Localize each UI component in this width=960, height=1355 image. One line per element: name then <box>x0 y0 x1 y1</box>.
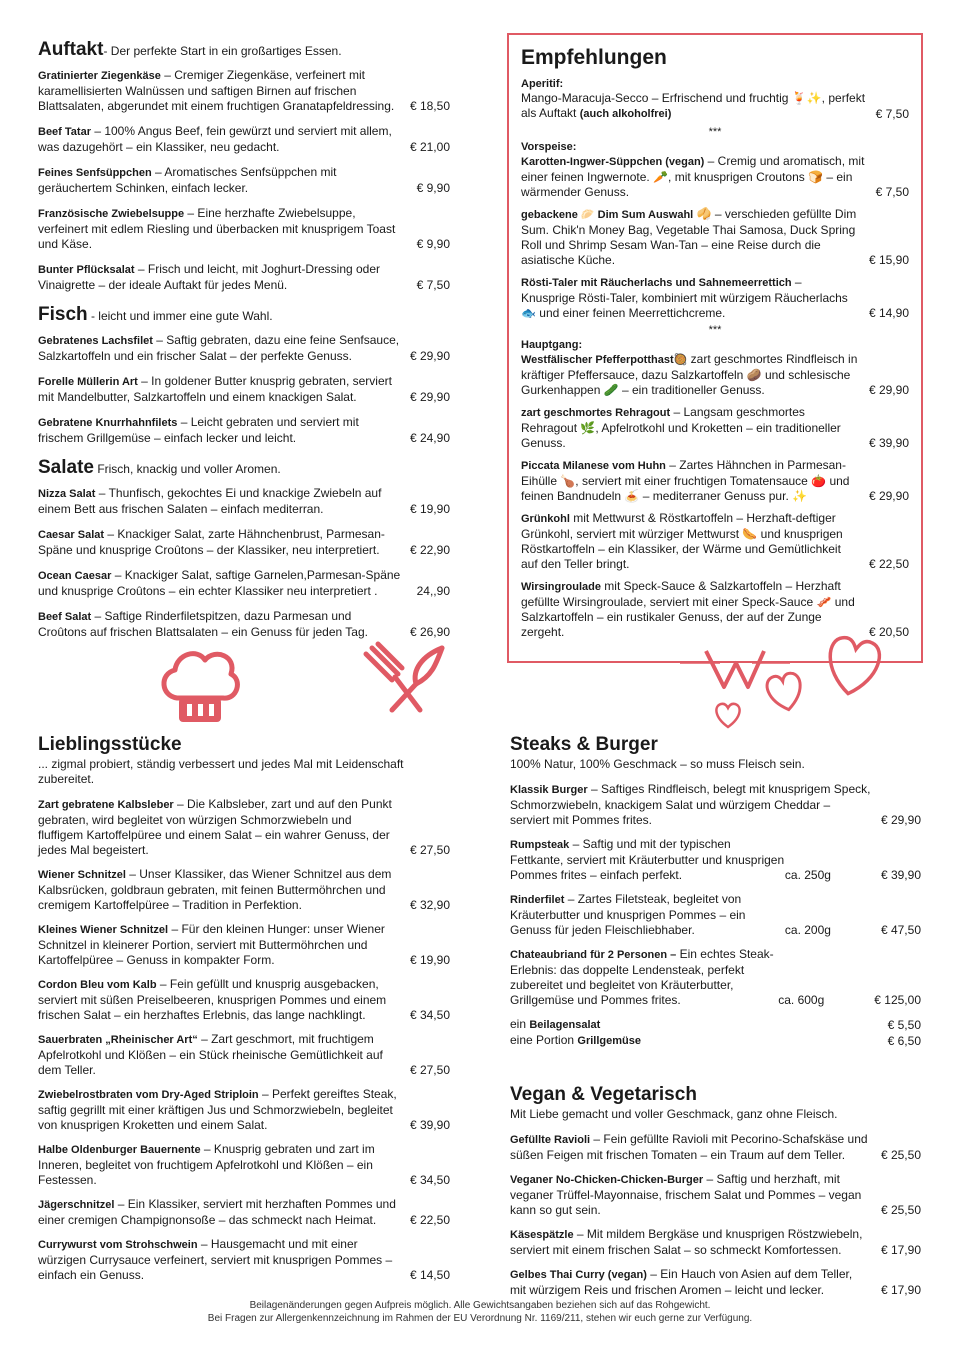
menu-item-name: Wiener Schnitzel <box>38 869 126 881</box>
menu-item-name: Veganer No-Chicken-Chicken-Burger <box>510 1174 704 1186</box>
menu-item-price: € 9,90 <box>416 181 450 195</box>
menu-item-name: zart geschmortes Rehragout <box>521 407 671 419</box>
fisch-list <box>38 333 450 446</box>
menu-item-description: 🥠 – verschieden gefüllte Dim Sum. Chik'n Money Bag, Vegetable Thai Samosa, Duck Spring Roll und Shrimp Sesam Wan-Tan – eine Reise durch die asiatische Küche. <box>521 207 857 267</box>
right-bottom-column <box>510 733 921 1307</box>
menu-item-text <box>510 947 778 1008</box>
menu-item-price: € 9,90 <box>416 237 450 251</box>
menu-item-name: Bunter Pflücksalat <box>38 264 135 276</box>
menu-item-name: Chateaubriand für 2 Personen – <box>510 949 677 961</box>
menu-item <box>38 262 450 293</box>
side-item-price: € 6,50 <box>887 1034 921 1048</box>
menu-item-text <box>521 511 859 572</box>
menu-item <box>38 527 450 558</box>
menu-item-name: Jägerschnitzel <box>38 1199 115 1211</box>
menu-item-description: – Thunfisch, gekochtes Ei und knackige Zwiebeln auf einem Bett aus frischen Salaten – einfach mediterran. <box>38 486 382 516</box>
menu-item-weight: ca. 200g <box>784 923 831 937</box>
left-bottom-column <box>38 733 450 1292</box>
menu-item-text <box>38 124 400 155</box>
menu-item <box>510 837 921 883</box>
menu-item-price: € 39,90 <box>880 868 921 882</box>
menu-item-name: Caesar Salat <box>38 529 105 541</box>
menu-item <box>38 124 450 155</box>
menu-item-price: € 26,90 <box>409 625 450 639</box>
menu-item-name: Feines Senfsüppchen <box>38 167 152 179</box>
menu-item-name: Zart gebratene Kalbsleber <box>38 799 174 811</box>
menu-item-text <box>38 977 400 1023</box>
menu-item-text <box>510 837 785 883</box>
menu-item-text <box>38 415 400 446</box>
menu-item-price: € 29,90 <box>409 349 450 363</box>
menu-item <box>521 405 909 451</box>
vegan-intro: Mit Liebe gemacht und voller Geschmack, ganz ohne Fleisch. <box>510 1107 838 1121</box>
menu-item-name: Currywurst vom Strohschwein <box>38 1239 198 1251</box>
menu-item-text <box>38 165 407 196</box>
menu-item-name: Grünkohl <box>521 513 570 525</box>
menu-item-description: – Leicht gebraten und serviert mit frischem Grillgemüse – einfach lecker und leicht. <box>38 415 359 445</box>
menu-item-description: – Die Kalbsleber, zart und auf den Punkt gebraten, wird begleitet von würzigen Schmorzwiebeln und fluffigem Kartoffelpüree und einem Salat – ein wahrer Genuss, der jedes Mal begeistert. <box>38 797 392 857</box>
menu-item-price: € 21,00 <box>409 140 450 154</box>
menu-item-text <box>521 154 866 200</box>
menu-item <box>38 609 450 640</box>
menu-item-description: – Knusprig gebraten und zart im Inneren, begleitet von fruchtigem Apfelrotkohl und Klößen – ein Festessen. <box>38 1142 375 1187</box>
footer-line-1: Beilagenänderungen gegen Aufpreis möglich. Alle Gewichtsangaben beziehen sich auf das Rohgewicht. <box>249 1300 711 1311</box>
menu-item <box>510 782 921 828</box>
menu-item-text <box>521 458 859 504</box>
menu-item <box>38 1197 450 1228</box>
salate-list <box>38 486 450 640</box>
menu-item-name: Cordon Bleu vom Kalb <box>38 979 157 991</box>
menu-item-description: – Zart geschmort, mit fruchtigem Apfelrotkohl und Klößen – ein Stück rheinische Gemütlichkeit auf dem Teller. <box>38 1032 383 1077</box>
menu-item-description: mit Speck-Sauce & Salzkartoffeln – Herzhaft gefüllte Wirsingroulade, serviert mit einer Speck-Sauce 🥓 und Salzkartoffeln – ein rustikaler Genuss, der auf der Zunge zergeht. <box>521 579 855 639</box>
menu-item <box>38 1032 450 1078</box>
menu-item-price: € 39,90 <box>868 436 909 450</box>
menu-item-text <box>38 1142 400 1188</box>
lieblingsstuecke-intro: ... zigmal probiert, ständig verbessert und jedes Mal mit Leidenschaft zubereitet. <box>38 757 404 786</box>
menu-item-name: Rinderfilet <box>510 894 565 906</box>
menu-item-description: Ein echtes Steak-Erlebnis: das doppelte Lendensteak, perfekt zubereitet und begleitet von Kräuterbutter, Grillgemüse und Pommes frites. <box>510 947 774 1007</box>
menu-item-text <box>38 374 400 405</box>
menu-item <box>510 947 921 1008</box>
chef-hat-icon <box>155 640 245 730</box>
vorspeise-label: Vorspeise: <box>521 141 577 153</box>
menu-item-price: € 27,50 <box>409 1063 450 1077</box>
menu-item-name: Forelle Müllerin Art <box>38 376 138 388</box>
menu-item <box>38 568 450 599</box>
separator-2: *** <box>708 324 722 336</box>
menu-item-text <box>38 867 400 913</box>
menu-item-description: – Saftiges Rindfleisch, belegt mit knusprigem Speck, Schmorzwiebeln, knackigem Salat und würzigem Cheddar – serviert mit Pommes frites. <box>510 782 871 827</box>
menu-item-description: – Saftig und herzhaft, mit veganer Trüffel-Mayonnaise, frischem Salat und Pommes – vegan kann so gut sein. <box>510 1172 862 1217</box>
side-item-prefix: ein <box>510 1017 530 1031</box>
menu-item-description: – Fein gefüllt und knusprig ausgebacken, serviert mit süßen Preiselbeeren, knusprigen Pommes und einem frischen Salat – ein herzhaftes Erlebnis, das lange nachklingt. <box>38 977 387 1022</box>
steaks-intro: 100% Natur, 100% Geschmack – so muss Fleisch sein. <box>510 757 805 771</box>
menu-item-text <box>38 68 400 114</box>
aperitif-label: Aperitif: <box>521 78 564 90</box>
menu-item <box>38 68 450 114</box>
menu-item <box>38 797 450 858</box>
menu-item-text <box>521 405 859 451</box>
menu-item-name: Nizza Salat <box>38 488 96 500</box>
menu-item-price: € 22,50 <box>409 1213 450 1227</box>
menu-item-name: Halbe Oldenburger Bauernente <box>38 1144 201 1156</box>
menu-item <box>38 374 450 405</box>
menu-item <box>521 154 909 200</box>
menu-item-description: – Saftige Rinderfiletspitzen, dazu Parmesan und Croûtons auf frischen Blattsalaten – ein Genuss für jeden Tag. <box>38 609 368 639</box>
menu-item-price: € 25,50 <box>880 1203 921 1217</box>
menu-item-price: € 29,90 <box>880 813 921 827</box>
vorspeise-list <box>521 154 909 321</box>
menu-item-price: € 29,90 <box>868 489 909 503</box>
menu-item-price: € 15,90 <box>868 253 909 267</box>
menu-item-price: € 17,90 <box>880 1283 921 1297</box>
menu-item-name: Ocean Caesar <box>38 570 112 582</box>
menu-item <box>521 207 909 268</box>
menu-item-description: – Saftig gebraten, dazu eine feine Senfsauce, Salzkartoffeln und ein frischer Salat – der perfekte Genuss. <box>38 333 400 363</box>
steaks-list <box>510 782 921 1008</box>
menu-item <box>38 1087 450 1133</box>
aperitif-text: Mango-Maracuja-Secco – Erfrischend und fruchtig 🍹✨, perfekt als Auftakt <box>521 91 866 120</box>
menu-item-description: – In goldener Butter knusprig gebraten, serviert mit Mandelbutter, Salzkartoffeln und einem knackigen Salat. <box>38 374 392 404</box>
menu-item <box>38 1237 450 1283</box>
aperitif-text-wrap <box>521 91 866 122</box>
menu-item-description: – Fein gefüllte Ravioli mit Pecorino-Schafskäse und süßen Feigen mit frischen Tomaten – ein Traum auf dem Teller. <box>510 1132 868 1162</box>
menu-item-text <box>510 782 871 828</box>
menu-item-price: € 22,50 <box>868 557 909 571</box>
menu-item-text <box>38 568 407 599</box>
menu-item-name: Beef Tatar <box>38 126 91 138</box>
menu-item-price: € 29,90 <box>409 390 450 404</box>
side-item-text <box>510 1033 878 1049</box>
menu-item-price: € 19,90 <box>409 502 450 516</box>
menu-item <box>521 579 909 640</box>
menu-item-text <box>521 207 859 268</box>
menu-item-name: Klassik Burger <box>510 784 588 796</box>
empfehlungen-box <box>507 33 923 663</box>
menu-item-description: zart geschmortes Rindfleisch in kräftiger Pfeffersauce, dazu Salzkartoffeln 🥔 und schlesische Gurkenhappen 🥒 – ein traditioneller Genuss. <box>521 352 858 397</box>
menu-item-name: Sauerbraten „Rheinischer Art“ <box>38 1034 198 1046</box>
vegan-list <box>510 1132 921 1298</box>
menu-item-description: – Cremig und aromatisch, mit einer feinen Ingwernote. 🥕, mit knusprigen Croutons 🍞 – ein wärmender Genuss. <box>521 154 865 199</box>
menu-item-price: € 24,90 <box>409 431 450 445</box>
menu-item-name: Gefüllte Ravioli <box>510 1134 591 1146</box>
menu-item-description: – Knackiger Salat, saftige Garnelen,Parmesan-Späne und knusprige Croûtons – ein echter Klassiker neu interpretiert . <box>38 568 401 598</box>
menu-item-price: € 19,90 <box>409 953 450 967</box>
menu-item-description: – Saftig und mit der typischen Fettkante, serviert mit Kräuterbutter und knusprigen Pommes frites – einfach perfekt. <box>510 837 785 882</box>
empfehlungen-title: Empfehlungen <box>521 46 667 69</box>
left-top-column <box>38 38 450 650</box>
menu-item-text <box>38 333 400 364</box>
menu-item-text <box>510 1132 871 1163</box>
section-salate-title <box>38 456 450 481</box>
menu-item-text <box>510 892 785 938</box>
menu-item-text <box>38 527 400 558</box>
heart-icon-3 <box>818 632 888 700</box>
section-auftakt-title <box>38 38 450 63</box>
menu-item-description: – Zartes Hähnchen in Parmesan-Eihülle 🍗, serviert mit einer fruchtigen Tomatensauce 🍅 und feinen Bandnudeln 🍝 – mediterraner Genuss pur. ✨ <box>521 458 850 503</box>
menu-item-name: Gratinierter Ziegenkäse <box>38 70 161 82</box>
menu-item-description: – Knusprige Rösti-Taler, kombiniert mit würzigem Räucherlachs 🐟 und einer feinen Meerrettichcreme. <box>521 275 848 320</box>
menu-item-description: – Cremiger Ziegenkäse, verfeinert mit karamellisierten Walnüssen und saftigen Birnen auf frischen Blattsalaten, abgerundet mit einem fruchtigen Granatapfeldressing. <box>38 68 395 113</box>
menu-item-weight: ca. 600g <box>778 993 825 1007</box>
lieblingsstuecke-list <box>38 797 450 1283</box>
menu-item <box>510 1227 921 1258</box>
menu-item-description: – Frisch und leicht, mit Joghurt-Dressing oder Vinaigrette – der ideale Auftakt für jedes Menü. <box>38 262 381 292</box>
menu-item-price: € 34,50 <box>409 1173 450 1187</box>
menu-item-price: € 125,00 <box>874 993 921 1007</box>
menu-item <box>521 275 909 321</box>
menu-item-description: – Perfekt gereiftes Steak, saftig gegrillt mit einer kräftigen Jus und Schmorzwiebeln, begleitet von knusprigen Kroketten und einem Salat. <box>38 1087 397 1132</box>
sides-list <box>510 1017 921 1049</box>
menu-item-description: – Langsam geschmortes Rehragout 🌿, Apfelrotkohl und Kroketten – ein traditioneller Genuss. <box>521 405 841 450</box>
menu-item-text <box>38 797 400 858</box>
menu-item-description: – Für den kleinen Hunger: unser Wiener Schnitzel in kleinerer Portion, serviert mit Buttermöhrchen und Kartoffelpüree – Genuss in kompakter Form. <box>38 922 385 967</box>
menu-item-price: € 47,50 <box>880 923 921 937</box>
menu-item-text <box>38 1237 400 1283</box>
side-item <box>510 1033 921 1049</box>
menu-item-text <box>510 1267 871 1298</box>
menu-item <box>38 1142 450 1188</box>
menu-item-text <box>38 1087 400 1133</box>
menu-item-name: Gebratene Knurrhahnfilets <box>38 417 178 429</box>
menu-item-text <box>510 1172 871 1218</box>
menu-item-price: € 7,50 <box>875 185 909 199</box>
menu-item-price: € 29,90 <box>868 383 909 397</box>
salate-title: Salate <box>38 457 94 478</box>
menu-item-price: € 17,90 <box>880 1243 921 1257</box>
menu-item-name: Käsespätzle <box>510 1229 574 1241</box>
menu-item-text <box>38 609 400 640</box>
steaks-title: Steaks & Burger <box>510 734 658 755</box>
menu-item-name: Französische Zwiebelsuppe <box>38 208 185 220</box>
menu-item <box>510 892 921 938</box>
cutlery-icon <box>362 640 452 720</box>
auftakt-subtitle: - Der perfekte Start in ein großartiges Essen. <box>103 44 342 58</box>
side-item <box>510 1017 921 1033</box>
menu-item <box>510 1172 921 1218</box>
heart-icon <box>712 700 744 730</box>
aperitif-note: (auch alkoholfrei) <box>579 108 672 120</box>
menu-item-description: – Zartes Filetsteak, begleitet von Kräuterbutter und knusprigen Pommes – ein Genuss für jeden Fleischliebhaber. <box>510 892 746 937</box>
menu-item-price: € 20,50 <box>868 625 909 639</box>
aperitif-price: € 7,50 <box>875 107 909 121</box>
menu-item-name: Rösti-Taler mit Räucherlachs und Sahnemeerrettich <box>521 277 792 289</box>
menu-item <box>38 206 450 252</box>
menu-item-description: – Unser Klassiker, das Wiener Schnitzel aus dem Kalbsrücken, goldbraun gebraten, mit feinen Buttermöhrchen und cremigem Kartoffelpüree – Tradition in Perfektion. <box>38 867 392 912</box>
menu-item <box>510 1132 921 1163</box>
menu-item-description: – Hausgemacht und mit einer würzigen Currysauce verfeinert, serviert mit knusprigen Pommes – einfach ein Genuss. <box>38 1237 393 1282</box>
menu-item <box>38 165 450 196</box>
side-item-name: Grillgemüse <box>577 1035 641 1047</box>
menu-item-price: € 34,50 <box>409 1008 450 1022</box>
menu-item-weight: ca. 250g <box>784 868 831 882</box>
menu-item-description: – 100% Angus Beef, fein gewürzt und serviert mit allem, was dazugehört – ein Klassiker, neu gedacht. <box>38 124 392 154</box>
lieblingsstuecke-title: Lieblingsstücke <box>38 734 182 755</box>
menu-item-text <box>38 486 400 517</box>
menu-item-text <box>38 206 407 252</box>
menu-item-name: gebackene 🥟 Dim Sum Auswahl <box>521 209 694 221</box>
footer <box>0 1299 960 1325</box>
menu-item-text <box>38 1032 400 1078</box>
menu-item-description: mit Mettwurst & Röstkartoffeln – Herzhaft-deftiger Grünkohl, serviert mit würziger Mettwurst 🌭 und knusprigen Röstkartoffeln – ein Klassiker, der Wärme und Gemütlichkeit auf den Teller bringt. <box>521 511 843 571</box>
menu-item-text <box>38 262 407 293</box>
menu-item-name: Gebratenes Lachsfilet <box>38 335 153 347</box>
menu-item-price: € 27,50 <box>409 843 450 857</box>
menu-item-name: Piccata Milanese vom Huhn <box>521 460 666 472</box>
menu-item-price: € 32,90 <box>409 898 450 912</box>
hauptgang-label: Hauptgang: <box>521 339 583 351</box>
menu-item-name: Gelbes Thai Curry (vegan) <box>510 1269 647 1281</box>
menu-item <box>521 458 909 504</box>
menu-item-name: Rumpsteak <box>510 839 570 851</box>
fisch-title: Fisch <box>38 304 88 325</box>
auftakt-list <box>38 68 450 293</box>
vegan-title: Vegan & Vegetarisch <box>510 1084 697 1105</box>
menu-item-description: – Mit mildem Bergkäse und knusprigen Röstzwiebeln, serviert mit einem frischen Salat – so schmeckt Komfortessen. <box>510 1227 863 1257</box>
menu-item-description: – Knackiger Salat, zarte Hähnchenbrust, Parmesan-Späne und knusprige Croûtons – der Klassiker, neu interpretiert. <box>38 527 385 557</box>
menu-item-name: Zwiebelrostbraten vom Dry-Aged Striploin <box>38 1089 259 1101</box>
menu-item-text <box>521 352 859 398</box>
hauptgang-list <box>521 352 909 640</box>
menu-item-price: € 22,90 <box>409 543 450 557</box>
menu-item-text <box>38 922 400 968</box>
menu-item-price: € 39,90 <box>409 1118 450 1132</box>
menu-item <box>38 922 450 968</box>
side-item-text <box>510 1017 878 1033</box>
menu-item-description: – Ein Hauch von Asien auf dem Teller, mit würzigem Reis und frischen Aromen – leicht und lecker. <box>510 1267 853 1297</box>
menu-item-text <box>521 579 859 640</box>
menu-item-price: 24,,90 <box>416 584 450 598</box>
separator-1: *** <box>708 126 722 138</box>
menu-item-price: € 7,50 <box>416 278 450 292</box>
salate-subtitle: Frisch, knackig und voller Aromen. <box>93 462 281 476</box>
menu-item <box>38 333 450 364</box>
menu-item <box>38 867 450 913</box>
side-item-prefix: eine Portion <box>510 1033 578 1047</box>
menu-item-price: € 18,50 <box>409 99 450 113</box>
menu-item-text <box>38 1197 400 1228</box>
menu-item-price: € 14,90 <box>868 306 909 320</box>
side-item-name: Beilagensalat <box>529 1019 601 1031</box>
fisch-subtitle: - leicht und immer eine gute Wahl. <box>87 309 273 323</box>
section-fisch-title <box>38 303 450 328</box>
menu-item-price: € 14,50 <box>409 1268 450 1282</box>
menu-item <box>521 352 909 398</box>
menu-item <box>38 415 450 446</box>
menu-item-name: Beef Salat <box>38 611 92 623</box>
footer-line-2: Bei Fragen zur Allergenkennzeichnung im Rahmen der EU Verordnung Nr. 1169/211, stehen wir euch gerne zur Verfügung. <box>207 1313 753 1324</box>
auftakt-title: Auftakt <box>38 39 104 60</box>
menu-item-text <box>521 275 859 321</box>
menu-item <box>510 1267 921 1298</box>
aperitif-item <box>521 91 909 122</box>
menu-item <box>38 486 450 517</box>
menu-item <box>521 511 909 572</box>
menu-item-description: – Ein Klassiker, serviert mit herzhaften Pommes und einer cremigen Champignonsoße – das schmeckt nach Heimat. <box>38 1197 396 1227</box>
menu-item-price: € 25,50 <box>880 1148 921 1162</box>
menu-item <box>38 977 450 1023</box>
menu-item-name: Wirsingroulade <box>521 581 601 593</box>
side-item-price: € 5,50 <box>887 1018 921 1032</box>
menu-item-name: Karotten-Ingwer-Süppchen (vegan) <box>521 156 705 168</box>
menu-item-text <box>510 1227 871 1258</box>
menu-item-name: Westfälischer Pfefferpotthast🥘 <box>521 354 688 366</box>
heart-icon-2 <box>762 670 808 714</box>
menu-item-name: Kleines Wiener Schnitzel <box>38 924 169 936</box>
menu-item-description: – Aromatisches Senfsüppchen mit geräuchertem Schinken, einfach lecker. <box>38 165 337 195</box>
menu-item-description: – Eine herzhafte Zwiebelsuppe, verfeinert mit edlem Riesling und überbacken mit knusprigem Toast und Käse. <box>38 206 396 251</box>
